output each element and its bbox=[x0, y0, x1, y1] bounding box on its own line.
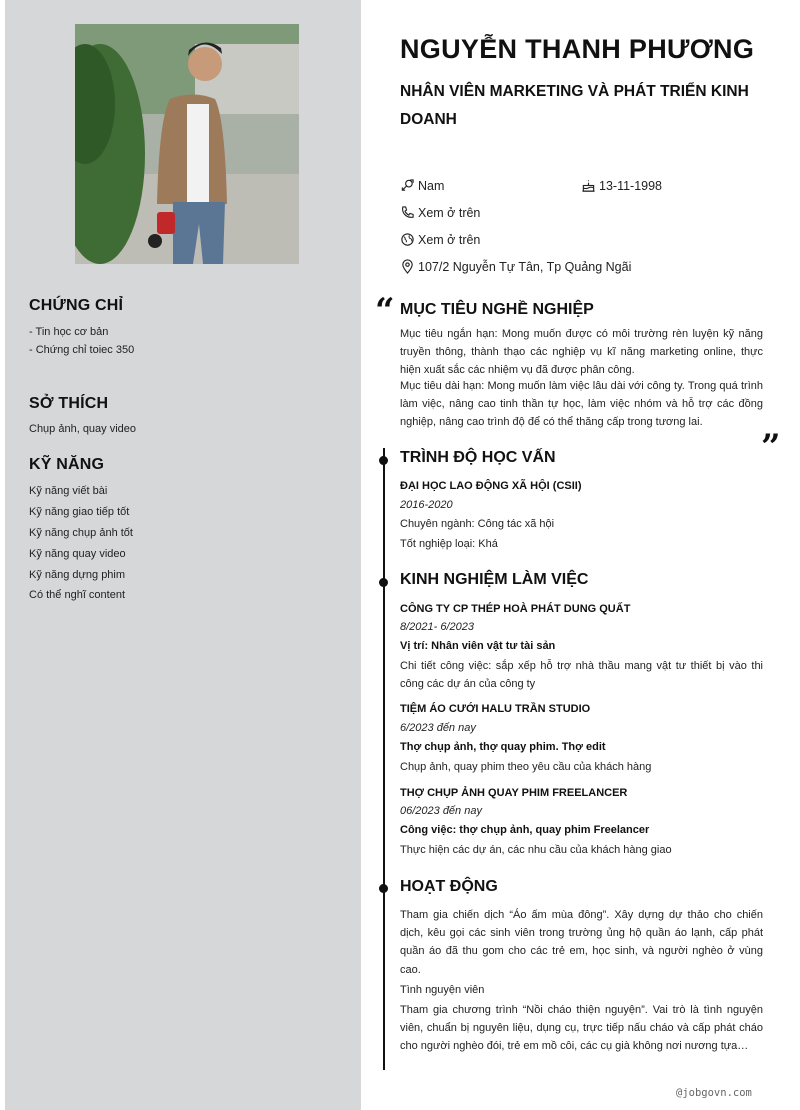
job-company: THỢ CHỤP ẢNH QUAY PHIM FREELANCER bbox=[400, 787, 628, 799]
skill-item: Kỹ năng quay video bbox=[29, 548, 126, 560]
open-quote-icon: “ bbox=[375, 291, 395, 331]
skill-item: Có thể nghĩ content bbox=[29, 589, 126, 601]
experience-heading: KINH NGHIỆM LÀM VIỆC bbox=[400, 571, 589, 588]
job-period: 06/2023 đến nay bbox=[400, 805, 482, 817]
certificate-item: - Chứng chỉ toiec 350 bbox=[29, 344, 135, 356]
timeline-dot bbox=[379, 578, 388, 587]
dob-value: 13-11-1998 bbox=[599, 178, 663, 193]
activity-paragraph: Tham gia chương trình “Nồi cháo thiện nguyện”. Vai trò là tình nguyện viên, chuẩn bị nguyên liệu, dụng cụ, trực tiếp nấu cháo và cấp phát cháo cho người nghèo đói, trẻ em mồ côi, các cụ già không nơi nương tựa… bbox=[400, 1004, 763, 1053]
job-title: NHÂN VIÊN MARKETING VÀ PHÁT TRIỂN KINH DOANH bbox=[400, 83, 749, 128]
address-value: 107/2 Nguyễn Tự Tân, Tp Quảng Ngãi bbox=[418, 259, 632, 274]
activity-paragraph: Tham gia chiến dịch “Áo ấm mùa đông”. Xây dựng dự thảo cho chiến dịch, kêu gọi các sinh viên trong trường ủng hộ quần áo lạnh, cấp phát quần áo đã thu gom cho các trẻ em, học sinh, và người nghèo ở vùng cao. bbox=[400, 909, 763, 976]
profile-photo bbox=[75, 24, 299, 264]
skill-item: Kỹ năng chụp ảnh tốt bbox=[29, 527, 133, 539]
certificate-item: - Tin học cơ bản bbox=[29, 326, 109, 338]
objective-heading: MỤC TIÊU NGHỀ NGHIỆP bbox=[400, 301, 594, 318]
skills-heading: KỸ NĂNG bbox=[29, 456, 105, 473]
education-period: 2016-2020 bbox=[400, 499, 453, 511]
activity-role: Tình nguyện viên bbox=[400, 984, 485, 996]
objective-short-term: Mục tiêu ngắn hạn: Mong muốn được có môi trường rèn luyện kỹ năng truyền thông, thành thạo các nghiệp vụ kĩ năng marketing online, thực hiện xuất sắc các nhiệm vụ đã được phân công. bbox=[400, 328, 763, 377]
job-detail: Chi tiết công việc: sắp xếp hỗ trợ nhà thầu mang vật tư thiết bị vào thi công các dự án của công ty bbox=[400, 660, 763, 691]
skill-item: Kỹ năng viết bài bbox=[29, 485, 108, 497]
phone-value: Xem ở trên bbox=[418, 205, 481, 220]
timeline-dot bbox=[379, 884, 388, 893]
gender-value: Nam bbox=[418, 178, 445, 193]
hobbies-heading: SỞ THÍCH bbox=[29, 395, 109, 412]
source-credit: @jobgovn.com bbox=[676, 1087, 752, 1099]
phone-info bbox=[400, 205, 480, 220]
gender-info bbox=[400, 178, 444, 193]
job-position: Công việc: thợ chụp ảnh, quay phim Freelancer bbox=[400, 824, 650, 836]
job-detail: Thực hiện các dự án, các nhu cầu của khách hàng giao bbox=[400, 844, 672, 856]
gender-icon bbox=[400, 178, 415, 193]
cake-icon bbox=[581, 178, 596, 193]
school-name: ĐẠI HỌC LAO ĐỘNG XÃ HỘI (CSII) bbox=[400, 480, 582, 492]
job-position: Vị trí: Nhân viên vật tư tài sản bbox=[400, 640, 556, 652]
job-detail: Chụp ảnh, quay phim theo yêu cầu của khách hàng bbox=[400, 761, 652, 773]
objective-long-term: Mục tiêu dài hạn: Mong muốn làm việc lâu dài với công ty. Trong quá trình làm việc, nâng cao tinh thần tự học, làm việc nhóm và hỗ trợ các đồng nghiệp, nâng cao trình độ để có thể thăng cấp trong tương lai. bbox=[400, 380, 763, 429]
dob-info bbox=[581, 178, 662, 193]
job-company: CÔNG TY CP THÉP HOÀ PHÁT DUNG QUẤT bbox=[400, 603, 631, 615]
skill-item: Kỹ năng giao tiếp tốt bbox=[29, 506, 130, 518]
education-major: Chuyên ngành: Công tác xã hội bbox=[400, 518, 555, 530]
job-position: Thợ chụp ảnh, thợ quay phim. Thợ edit bbox=[400, 741, 606, 753]
close-quote-icon: ” bbox=[761, 427, 781, 467]
globe-icon bbox=[400, 232, 415, 247]
location-pin-icon bbox=[400, 259, 415, 274]
phone-icon bbox=[400, 205, 415, 220]
certificates-heading: CHỨNG CHỈ bbox=[29, 297, 124, 314]
activities-heading: HOẠT ĐỘNG bbox=[400, 878, 498, 895]
timeline-dot bbox=[379, 456, 388, 465]
website-value: Xem ở trên bbox=[418, 232, 481, 247]
website-info bbox=[400, 232, 480, 247]
timeline-line bbox=[383, 448, 385, 1070]
job-company: TIỆM ÁO CƯỚI HALU TRẦN STUDIO bbox=[400, 703, 591, 715]
candidate-name: NGUYỄN THANH PHƯƠNG bbox=[400, 34, 755, 64]
address-info bbox=[400, 259, 631, 274]
skill-item: Kỹ năng dựng phim bbox=[29, 569, 126, 581]
education-heading: TRÌNH ĐỘ HỌC VẤN bbox=[400, 449, 556, 466]
hobbies-text: Chụp ảnh, quay video bbox=[29, 423, 137, 435]
job-period: 6/2023 đến nay bbox=[400, 722, 476, 734]
job-period: 8/2021- 6/2023 bbox=[400, 621, 475, 633]
education-grade: Tốt nghiệp loại: Khá bbox=[400, 538, 498, 550]
